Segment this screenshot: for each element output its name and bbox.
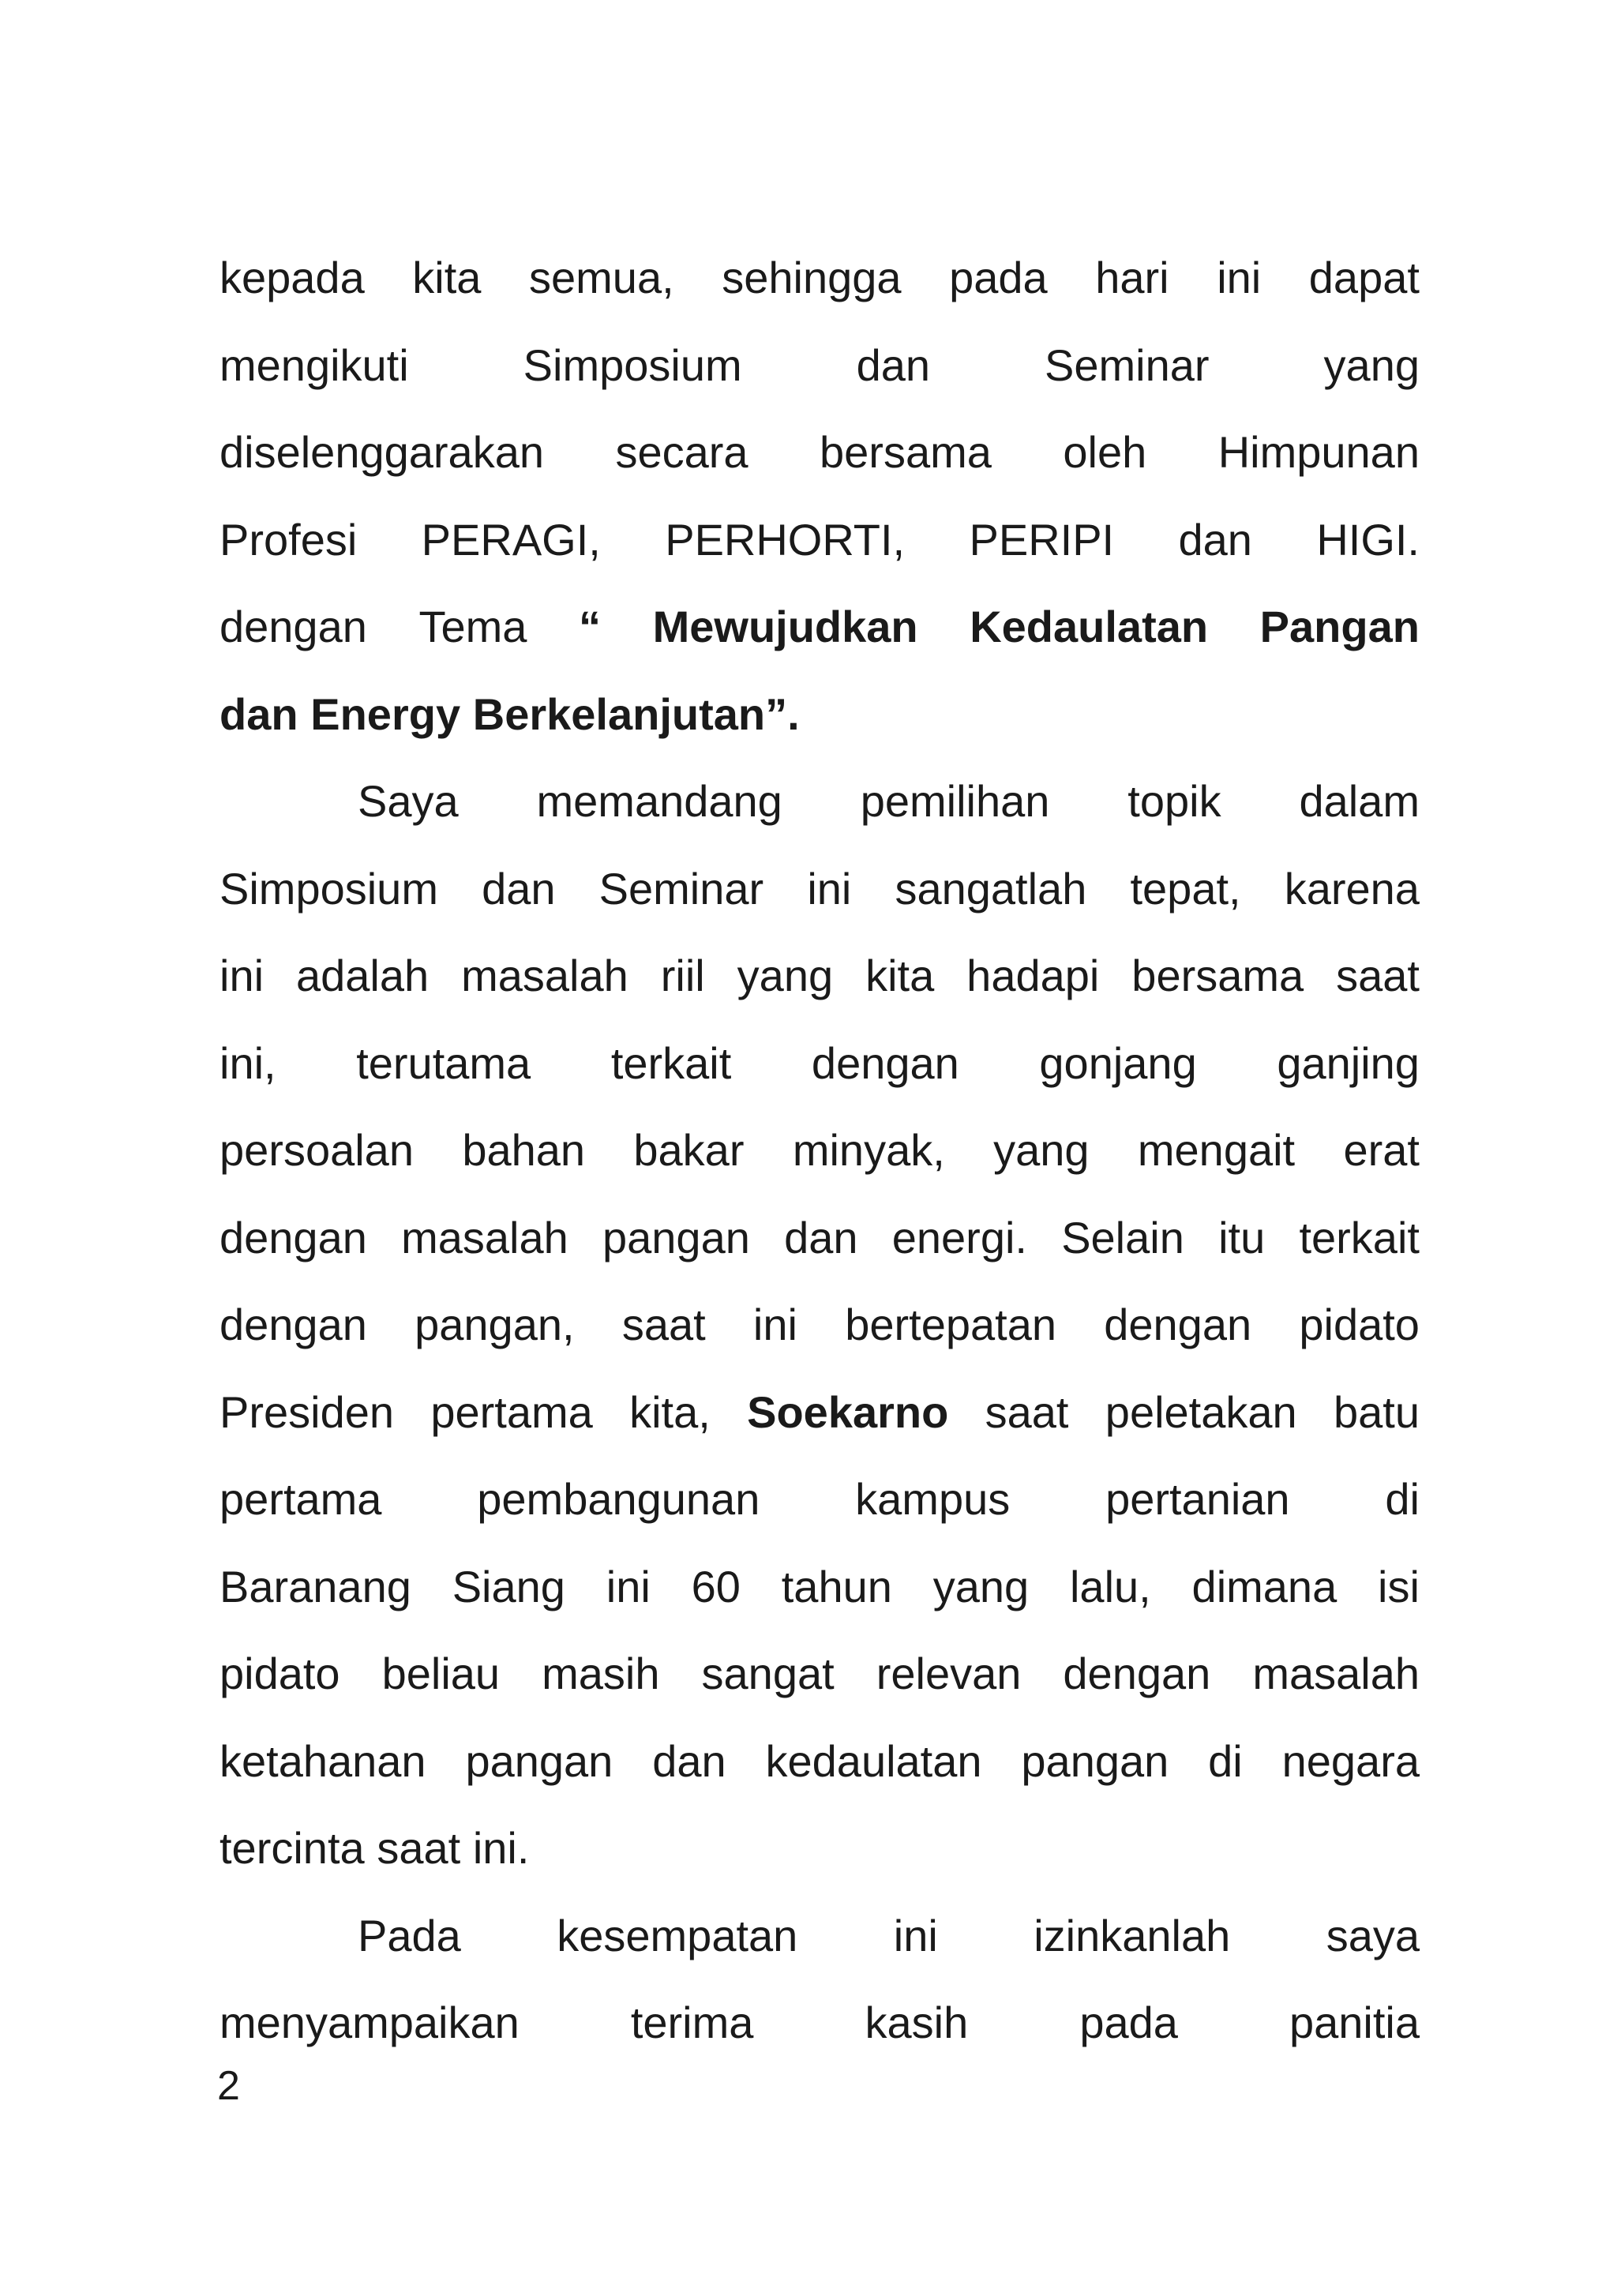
word: ketahanan bbox=[219, 1735, 426, 1786]
word: dan bbox=[784, 1212, 858, 1262]
word: masalah bbox=[401, 1212, 568, 1262]
word: dan bbox=[652, 1735, 726, 1786]
bold-word: Energy bbox=[310, 688, 461, 739]
word: pangan bbox=[1021, 1735, 1169, 1786]
word: lalu, bbox=[1069, 1561, 1151, 1611]
word: bertepatan bbox=[845, 1300, 1056, 1349]
bold-word: Soekarno bbox=[747, 1386, 949, 1437]
word: saat bbox=[1336, 951, 1420, 1000]
text-line bbox=[219, 1213, 1420, 1263]
word: kesempatan bbox=[557, 1910, 798, 1960]
word: pada bbox=[1079, 1998, 1178, 2047]
word: adalah bbox=[295, 951, 430, 1000]
word: terutama bbox=[356, 1037, 531, 1088]
word: sangat bbox=[701, 1649, 835, 1698]
word: pertanian bbox=[1105, 1474, 1290, 1524]
word: kita, bbox=[629, 1386, 711, 1437]
word: bahan bbox=[462, 1125, 586, 1175]
word: relevan bbox=[876, 1649, 1022, 1698]
word: ini, bbox=[219, 1037, 276, 1088]
text-line bbox=[219, 951, 1420, 1001]
word: ini bbox=[1217, 253, 1262, 302]
word: sangatlah bbox=[895, 863, 1087, 914]
word: ini bbox=[807, 863, 852, 914]
word: ini bbox=[893, 1910, 938, 1960]
text-line bbox=[219, 1998, 1420, 2048]
word: Tema bbox=[418, 602, 527, 651]
word: saat bbox=[985, 1386, 1069, 1437]
word: dengan bbox=[219, 1300, 367, 1349]
word: HIGI. bbox=[1316, 514, 1420, 565]
text-line bbox=[219, 1387, 1420, 1438]
word: yang bbox=[993, 1125, 1090, 1175]
word: ini bbox=[219, 951, 264, 1000]
word: gonjang bbox=[1039, 1037, 1197, 1088]
text-line bbox=[219, 1474, 1420, 1525]
word: mengikuti bbox=[219, 340, 409, 390]
word: pangan bbox=[465, 1735, 613, 1786]
text-line bbox=[219, 602, 1420, 652]
page-number: 2 bbox=[217, 2063, 240, 2109]
word: dengan bbox=[219, 602, 367, 651]
text-line bbox=[219, 689, 1420, 740]
word: sehingga bbox=[722, 253, 902, 302]
text-line bbox=[358, 776, 1420, 827]
text-line bbox=[219, 864, 1420, 914]
word: 60 bbox=[691, 1561, 741, 1611]
word: isi bbox=[1378, 1561, 1420, 1611]
word: dalam bbox=[1299, 776, 1420, 826]
word: kedaulatan bbox=[765, 1735, 982, 1786]
text-line bbox=[219, 427, 1420, 478]
word: Saya bbox=[358, 776, 459, 826]
word: dengan bbox=[219, 1212, 367, 1262]
text-line bbox=[219, 515, 1420, 565]
word: Profesi bbox=[219, 514, 358, 565]
word: pertama bbox=[219, 1474, 382, 1524]
word: topik bbox=[1127, 776, 1221, 826]
word: terkait bbox=[610, 1037, 732, 1088]
word: panitia bbox=[1289, 1998, 1420, 2047]
word: energi. bbox=[891, 1212, 1027, 1262]
text-line bbox=[219, 1300, 1420, 1350]
word: memandang bbox=[536, 776, 782, 826]
word: pembangunan bbox=[477, 1474, 760, 1524]
text-line bbox=[219, 1736, 1420, 1787]
word: pidato bbox=[219, 1649, 340, 1698]
word: yang bbox=[1323, 340, 1420, 390]
text-line bbox=[219, 1823, 1420, 1874]
word: pidato bbox=[1299, 1300, 1420, 1349]
word: Siang bbox=[452, 1561, 565, 1611]
word: yang bbox=[737, 951, 834, 1000]
word: pada bbox=[949, 253, 1048, 302]
word: PERAGI, bbox=[421, 514, 601, 565]
word: Pada bbox=[358, 1910, 461, 1960]
word: peletakan bbox=[1105, 1386, 1297, 1437]
word: mengait bbox=[1137, 1125, 1296, 1175]
word: dan bbox=[1178, 514, 1252, 565]
text-line bbox=[219, 340, 1420, 391]
word: Simposium bbox=[523, 340, 742, 390]
word: dengan bbox=[811, 1037, 959, 1088]
word: yang bbox=[932, 1561, 1030, 1611]
word: ini bbox=[752, 1300, 797, 1349]
bold-word: Kedaulatan bbox=[970, 602, 1209, 651]
word: bersama bbox=[820, 427, 992, 477]
word: karena bbox=[1284, 863, 1420, 914]
word: dan bbox=[856, 340, 931, 390]
word: masalah bbox=[461, 951, 628, 1000]
word: Simposium bbox=[219, 863, 438, 914]
word: dan bbox=[482, 863, 556, 914]
word: dengan bbox=[1063, 1649, 1211, 1698]
word: Himpunan bbox=[1217, 427, 1420, 477]
bold-word: Berkelanjutan”. bbox=[472, 688, 800, 739]
word: minyak, bbox=[792, 1125, 945, 1175]
word: batu bbox=[1333, 1386, 1420, 1437]
word: negara bbox=[1281, 1735, 1420, 1786]
word: hari bbox=[1095, 253, 1169, 302]
word: dimana bbox=[1191, 1561, 1337, 1611]
word: ini. bbox=[472, 1823, 530, 1873]
bold-word: “ bbox=[579, 602, 601, 651]
word: erat bbox=[1343, 1125, 1420, 1175]
text-line bbox=[219, 1038, 1420, 1089]
text-line bbox=[219, 1649, 1420, 1699]
word: di bbox=[1208, 1735, 1243, 1786]
word: PERIPI bbox=[969, 514, 1115, 565]
bold-word: dan bbox=[219, 688, 298, 739]
bold-word: Mewujudkan bbox=[652, 602, 918, 651]
word: masih bbox=[542, 1649, 660, 1698]
bold-word: Pangan bbox=[1259, 602, 1420, 651]
word: Seminar bbox=[1045, 340, 1210, 390]
word: saya bbox=[1326, 1910, 1420, 1960]
word: terkait bbox=[1299, 1212, 1420, 1262]
text-line bbox=[219, 1125, 1420, 1176]
word: masalah bbox=[1252, 1649, 1420, 1698]
word: Selain bbox=[1061, 1212, 1184, 1262]
word: riil bbox=[660, 951, 705, 1000]
word: di bbox=[1385, 1474, 1420, 1524]
word: tercinta bbox=[219, 1823, 365, 1873]
word: dengan bbox=[1104, 1300, 1252, 1349]
word: diselenggarakan bbox=[219, 427, 544, 477]
word: kita bbox=[865, 951, 935, 1000]
word: menyampaikan bbox=[219, 1998, 520, 2047]
word: kita bbox=[412, 253, 482, 302]
word: ini bbox=[606, 1561, 651, 1611]
text-line bbox=[358, 1911, 1420, 1961]
word: bakar bbox=[633, 1125, 745, 1175]
word: persoalan bbox=[219, 1125, 414, 1175]
word: saat bbox=[621, 1300, 706, 1349]
word: tahun bbox=[781, 1561, 892, 1611]
word: itu bbox=[1218, 1212, 1266, 1262]
word: kasih bbox=[865, 1998, 969, 2047]
word: Presiden bbox=[219, 1386, 395, 1437]
word: kampus bbox=[855, 1474, 1011, 1524]
word: pertama bbox=[430, 1386, 593, 1437]
word: bersama bbox=[1131, 951, 1304, 1000]
word: beliau bbox=[381, 1649, 501, 1698]
word: pangan bbox=[602, 1212, 750, 1262]
word: izinkanlah bbox=[1034, 1910, 1231, 1960]
word: ganjing bbox=[1277, 1037, 1420, 1088]
word: Baranang bbox=[219, 1561, 411, 1611]
word: hadapi bbox=[966, 951, 1100, 1000]
word: secara bbox=[615, 427, 748, 477]
word: semua, bbox=[529, 253, 674, 302]
word: terima bbox=[630, 1998, 754, 2047]
word: dapat bbox=[1308, 253, 1420, 302]
word: kepada bbox=[219, 253, 365, 302]
word: oleh bbox=[1063, 427, 1147, 477]
text-line bbox=[219, 1562, 1420, 1612]
text-line bbox=[219, 253, 1420, 303]
word: PERHORTI, bbox=[665, 514, 906, 565]
word: pangan, bbox=[415, 1300, 575, 1349]
word: saat bbox=[377, 1823, 461, 1873]
word: Seminar bbox=[598, 863, 764, 914]
word: tepat, bbox=[1130, 863, 1241, 914]
word: pemilihan bbox=[860, 776, 1050, 826]
